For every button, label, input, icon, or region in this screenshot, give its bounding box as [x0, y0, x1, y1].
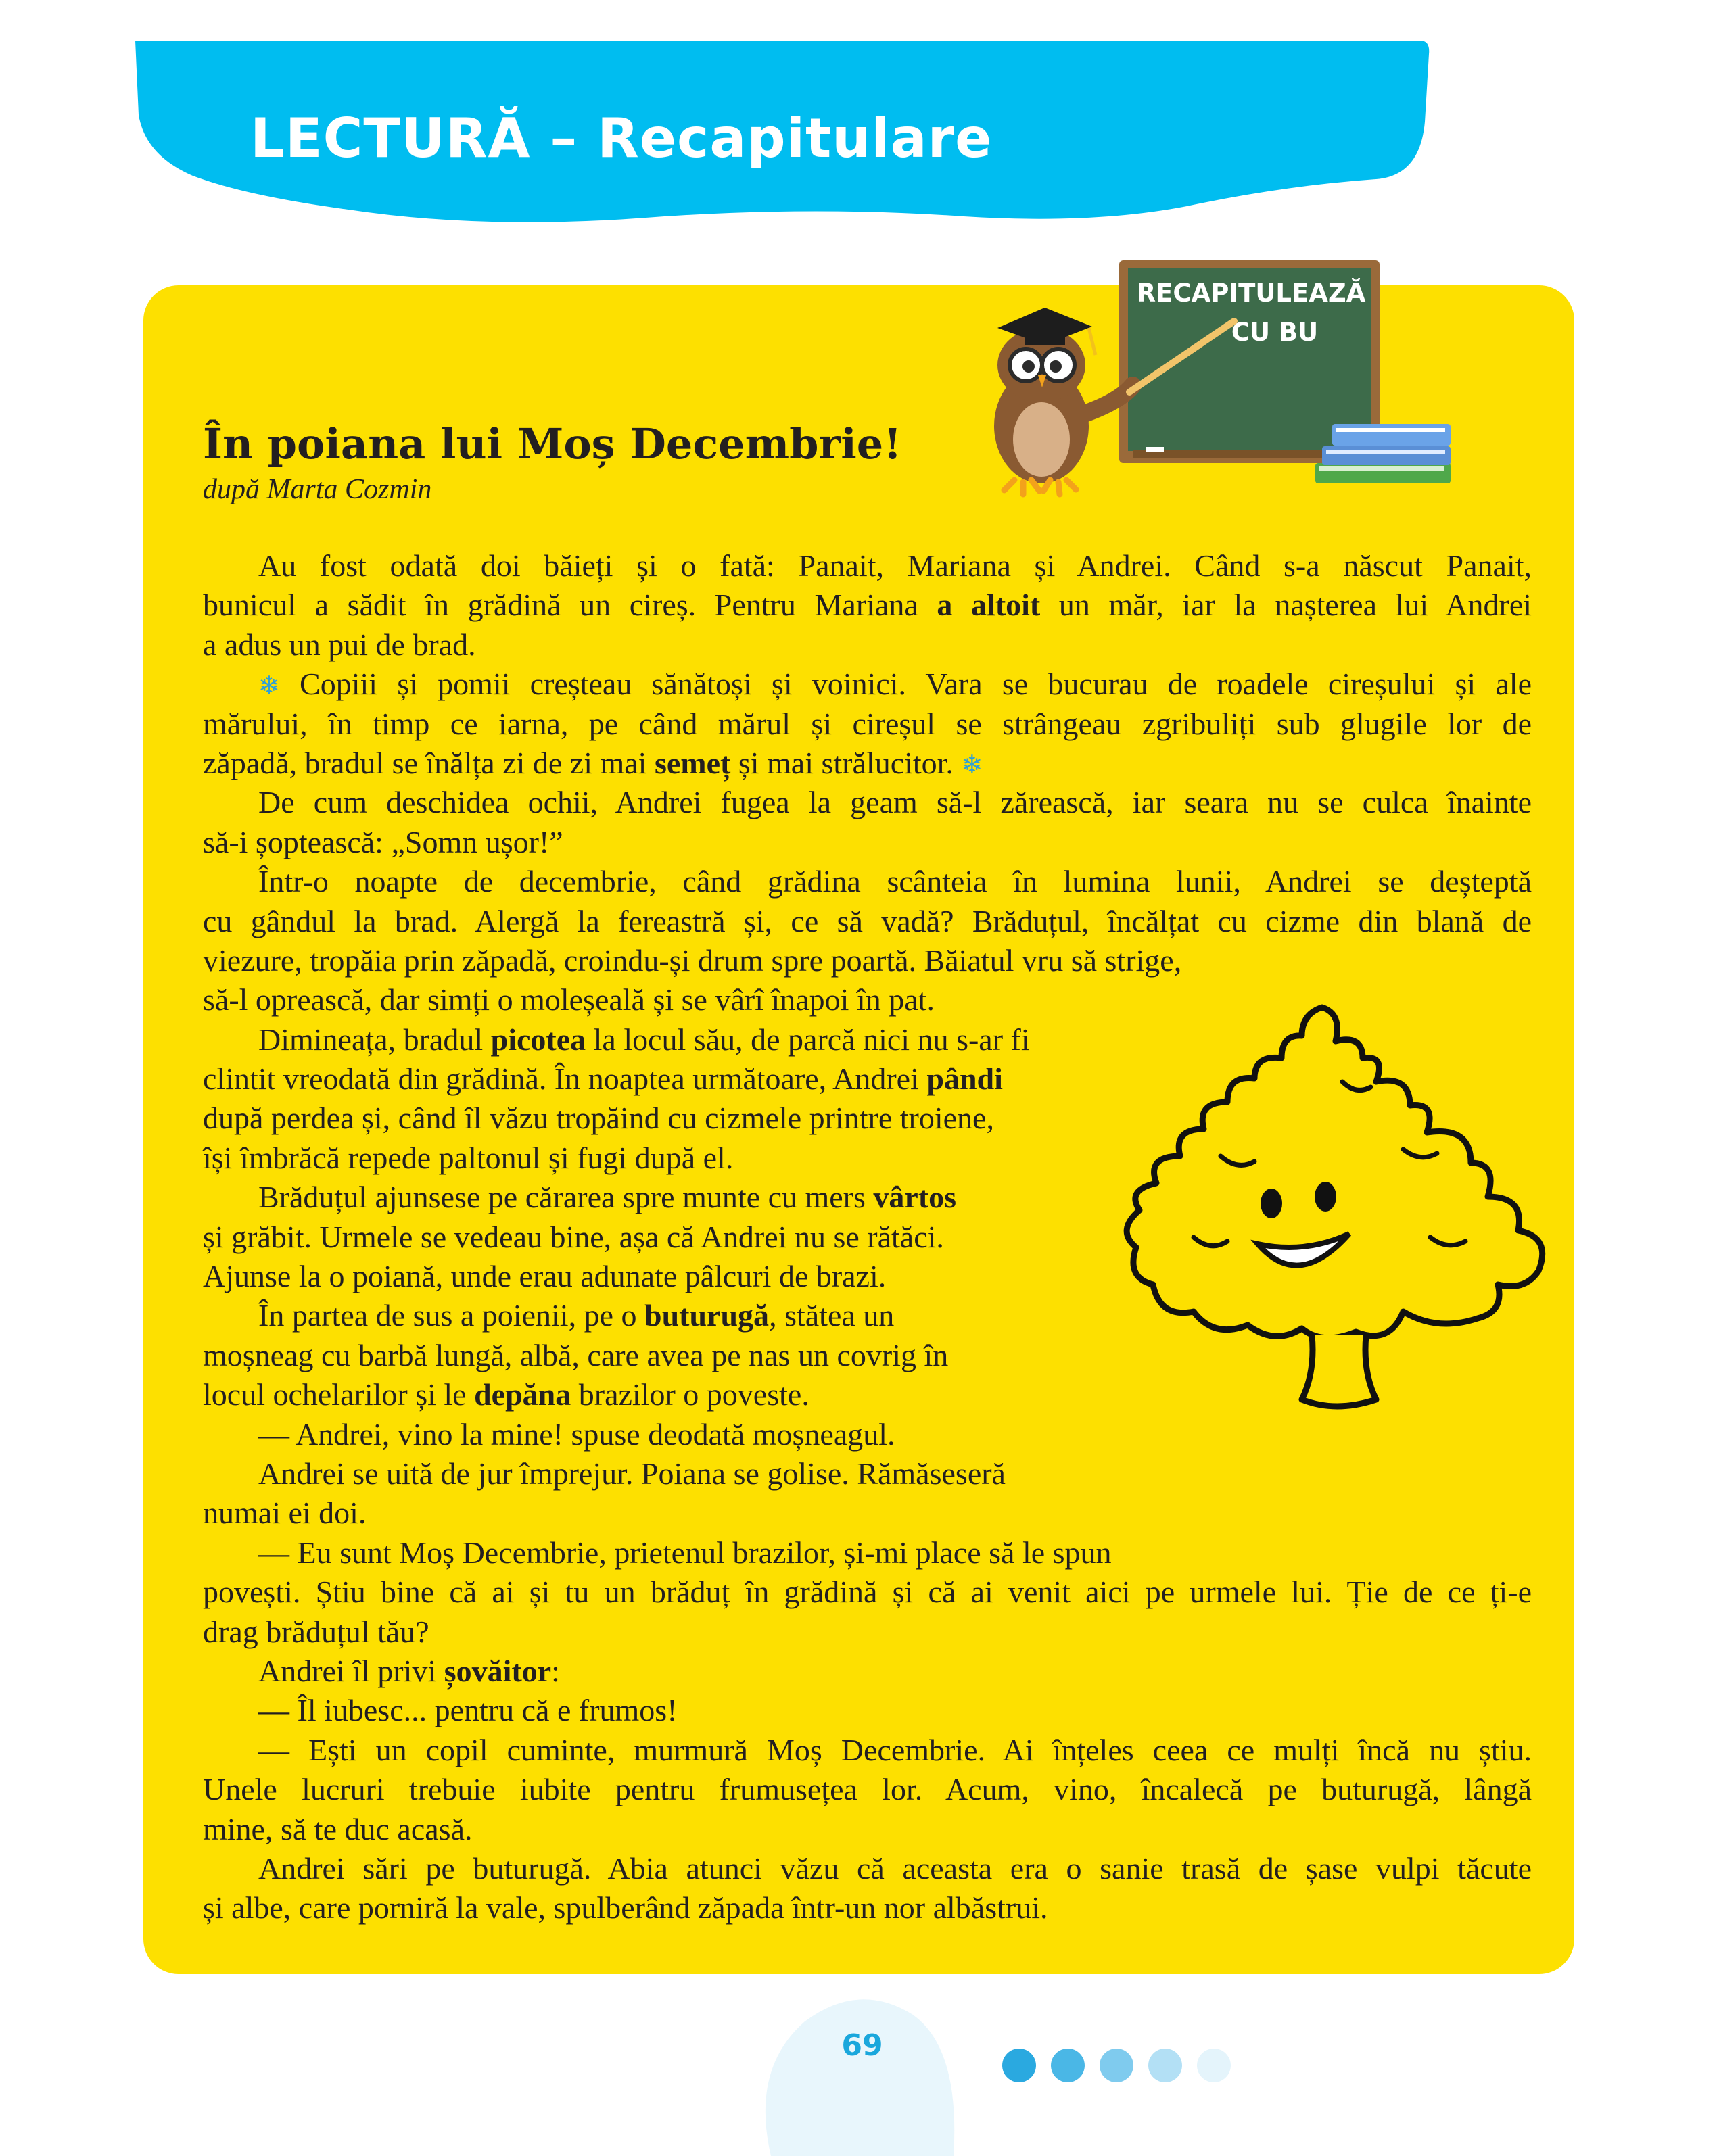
snowflake-icon: ❄	[961, 749, 983, 780]
glossary-word: pândi	[926, 1061, 1003, 1097]
story-text-span: De cum deschidea ochii, Andrei fugea la geam să-l zărească, iar seara nu se culca înainte	[258, 785, 1532, 820]
story-text-span: Ajunse la o poiană, unde erau adunate pâlcuri de brazi.	[203, 1259, 887, 1294]
story-text-span: În partea de sus a poienii, pe o	[258, 1298, 644, 1333]
story-text-span: — Ești un copil cuminte, murmură Moș Decembrie. Ai înțeles ceea ce mulți încă nu știu.	[258, 1732, 1532, 1767]
story-text-span: Andrei se uită de jur împrejur. Poiana se golise. Rămăseseră	[258, 1456, 1006, 1491]
smiling-fir-tree-illustration	[1119, 994, 1559, 1508]
story-text-span: Brăduțul ajunsese pe cărarea spre munte cu mers	[258, 1180, 874, 1215]
story-text-span: :	[551, 1653, 560, 1688]
glossary-word: a altoit	[937, 588, 1041, 623]
books-stack-icon	[1315, 424, 1451, 483]
story-text-span: — Eu sunt Moș Decembrie, prietenul brazilor, și-mi place să le spun	[258, 1535, 1112, 1570]
recap-badge-line1: RECAPITULEAZĂ	[1136, 279, 1366, 308]
story-text-span: bunicul a sădit în grădină un cireș. Pentru Mariana	[203, 588, 937, 623]
glossary-word: șovăitor	[444, 1653, 552, 1688]
story-line	[203, 665, 1532, 704]
story-text-span: mărului, în timp ce iarna, pe când mărul și cireșul se strângeau zgribuliți sub glugile lor de	[203, 706, 1532, 741]
story-text-span: clintit vreodată din grădină. În noaptea următoare, Andrei	[203, 1061, 927, 1097]
story-text-span: Într-o noapte de decembrie, când grădina scânteia în lumina lunii, Andrei se deșteptă	[258, 864, 1532, 899]
page-number-blob	[757, 1988, 960, 2156]
story-text-span: brazilor o poveste.	[571, 1377, 809, 1412]
story-line	[203, 862, 1532, 901]
glossary-word: semeț	[654, 745, 731, 780]
story-line	[203, 546, 1532, 585]
story-line	[203, 902, 1532, 941]
story-line	[203, 1770, 1532, 1809]
story-line	[203, 704, 1532, 744]
story-text-span: un măr, iar la nașterea lui Andrei	[1040, 588, 1532, 623]
story-line	[203, 1573, 1532, 1612]
story-text-span: povești. Știu bine că ai și tu un brăduț în grădină și că ai venit aici pe urmele lui. Ție de ce ți-e	[203, 1575, 1532, 1610]
story-text-span: mine, să te duc acasă.	[203, 1811, 473, 1846]
story-line	[203, 1612, 1532, 1652]
story-text-span: și albe, care porniră la vale, spulberând zăpada într-un nor albăstrui.	[203, 1890, 1048, 1925]
progress-dot	[1100, 2049, 1133, 2082]
story-text-span: Andrei îl privi	[258, 1653, 444, 1688]
progress-dot	[1197, 2049, 1231, 2082]
snowflake-icon: ❄	[258, 671, 280, 701]
story-line	[203, 941, 1532, 980]
progress-dot	[1148, 2049, 1182, 2082]
story-text-span: numai ei doi.	[203, 1495, 367, 1531]
story-line	[203, 1652, 1532, 1691]
story-line	[203, 1888, 1532, 1927]
story-text-span: după perdea și, când îl văzu tropăind cu cizmele printre troiene,	[203, 1101, 994, 1136]
recap-badge	[1123, 274, 1380, 352]
story-text-span: a adus un pui de brad.	[203, 627, 476, 662]
story-text-span: Andrei sări pe buturugă. Abia atunci văzu că aceasta era o sanie trasă de șase vulpi tăcute	[258, 1850, 1532, 1886]
story-line	[203, 823, 1532, 862]
story-line	[203, 1533, 1532, 1573]
story-text-span: Dimineața, bradul	[258, 1022, 491, 1057]
story-text-span: Copiii și pomii creșteau sănătoși și voinici. Vara se bucurau de roadele cireșului și ale	[279, 667, 1532, 702]
story-line	[203, 744, 1532, 783]
story-line	[203, 783, 1532, 822]
story-text-span: moșneag cu barbă lungă, albă, care avea pe nas un covrig în	[203, 1337, 949, 1372]
story-text-span: la locul său, de parcă nici nu s-ar fi	[586, 1022, 1030, 1057]
story-line	[203, 625, 1532, 665]
story-text-span: își îmbrăcă repede paltonul și fugi după el.	[203, 1140, 734, 1175]
story-text-span: locul ochelarilor și le	[203, 1377, 475, 1412]
story-text-span: Au fost odată doi băieți și o fată: Panait, Mariana și Andrei. Când s-a născut Panait,	[258, 548, 1532, 583]
story-text-span: să-i șoptească: „Somn ușor!”	[203, 824, 563, 859]
story-author: după Marta Cozmin	[203, 474, 432, 505]
story-line	[203, 1731, 1532, 1770]
story-text-span: drag brăduțul tău?	[203, 1614, 429, 1649]
story-text-span: , stătea un	[769, 1298, 895, 1333]
story-text-span: — Îl iubesc... pentru că e frumos!	[258, 1693, 678, 1728]
progress-dot	[1002, 2049, 1036, 2082]
story-text-span: și mai strălucitor.	[730, 745, 962, 780]
page-title: LECTURĂ – Recapitulare	[250, 107, 993, 170]
recap-badge-line2: CU BU	[1231, 318, 1319, 347]
glossary-word: depăna	[474, 1377, 571, 1412]
story-line	[203, 1849, 1532, 1888]
page-number: 69	[841, 2028, 883, 2063]
story-text-span: și grăbit. Urmele se vedeau bine, așa că Andrei nu se rătăci.	[203, 1219, 944, 1254]
story-line	[203, 585, 1532, 625]
story-text-span: să-l oprească, dar simți o moleșeală și se vârî înapoi în pat.	[203, 982, 935, 1017]
story-text-span: zăpadă, bradul se înălța zi de zi mai	[203, 745, 655, 780]
story-text-span: viezure, tropăia prin zăpadă, croindu-și drum spre poartă. Băiatul vru să strige,	[203, 942, 1182, 978]
story-text-span: Unele lucruri trebuie iubite pentru frumusețea lor. Acum, vino, încalecă pe buturugă, lângă	[203, 1772, 1532, 1807]
glossary-word: buturugă	[644, 1298, 770, 1333]
story-title: În poiana lui Moș Decembrie!	[203, 419, 902, 469]
glossary-word: picotea	[490, 1022, 586, 1057]
story-line	[203, 1691, 1532, 1730]
progress-dot	[1051, 2049, 1085, 2082]
story-text-span: cu gândul la brad. Alergă la fereastră și, ce să vadă? Brăduțul, încălțat cu cizme din blană de	[203, 903, 1532, 938]
story-text-span: — Andrei, vino la mine! spuse deodată moșneagul.	[258, 1416, 895, 1452]
story-line	[203, 1810, 1532, 1849]
glossary-word: vârtos	[873, 1180, 957, 1215]
